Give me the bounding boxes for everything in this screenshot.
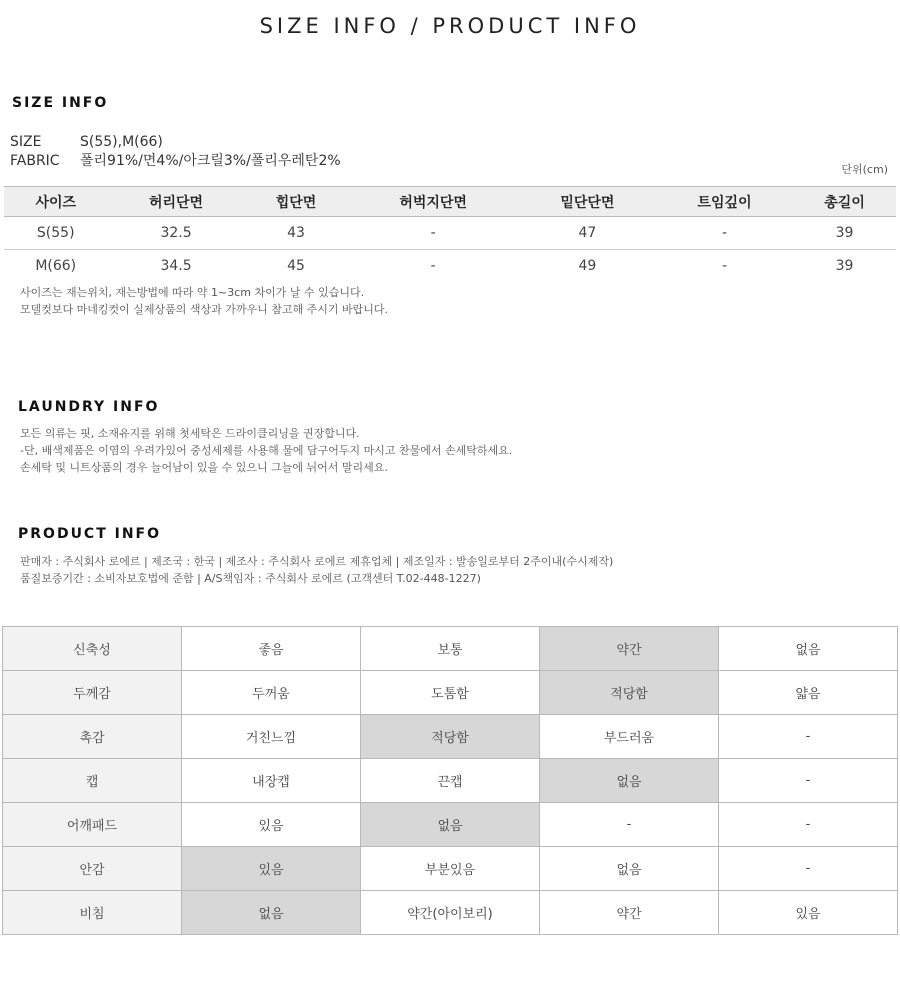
property-option: 약간 [540,627,719,671]
property-option: 거친느낌 [182,715,361,759]
property-label: 신축성 [3,627,182,671]
property-option: 얇음 [719,671,898,715]
column-header: 밑단단면 [519,187,656,217]
size-notes [20,284,388,318]
property-label: 비침 [3,891,182,935]
table-cell: 34.5 [160,258,192,274]
size-label: SIZE [10,134,42,150]
property-option: 부분있음 [361,847,540,891]
page-title: SIZE INFO / PRODUCT INFO [259,14,641,38]
property-option: 있음 [719,891,898,935]
size-table-header [4,187,896,217]
property-option: 없음 [540,759,719,803]
table-cell: 32.5 [107,217,244,250]
property-option: 약간 [540,891,719,935]
table-cell: 45 [287,258,305,274]
table-cell: 49 [578,258,597,274]
column-header: 힙단면 [245,187,348,217]
note-line: 사이즈는 재는위치, 재는방법에 따라 약 1~3cm 차이가 날 수 있습니다. [20,286,365,299]
property-option: - [540,803,719,847]
property-option: 있음 [182,803,361,847]
product-properties-table [2,626,898,935]
property-label: 두께감 [3,671,182,715]
property-option: 없음 [540,847,719,891]
column-header: 총길이 [793,187,896,217]
column-header: 트임깊이 [656,187,793,217]
property-row [3,627,898,671]
property-row [3,803,898,847]
size-value: S(55),M(66) [80,134,163,150]
table-cell: M(66) [35,258,77,274]
property-option: - [719,847,898,891]
laundry-line: -단, 배색제품은 이염의 우려가있어 중성세제를 사용해 물에 담구어두지 마시고 찬물에서 손세탁하세요. [20,444,513,457]
property-label: 어깨패드 [3,803,182,847]
property-option: 두꺼움 [182,671,361,715]
property-option: 내장캡 [182,759,361,803]
property-option: 끈캡 [361,759,540,803]
size-spec-row [10,134,163,150]
property-row [3,847,898,891]
size-info-heading: SIZE INFO [12,95,109,111]
product-info-heading: PRODUCT INFO [18,526,162,542]
table-cell: S(55) [4,217,107,250]
laundry-notes [20,425,512,476]
property-option: - [719,715,898,759]
property-option: 도톰함 [361,671,540,715]
property-option: 적당함 [540,671,719,715]
table-cell: - [347,217,518,250]
unit-label: 단위(cm) [841,163,888,176]
property-option: 좋음 [182,627,361,671]
column-header: 허리단면 [107,187,244,217]
laundry-line: 모든 의류는 핏, 소재유지를 위해 첫세탁은 드라이클리닝을 권장합니다. [20,427,360,440]
property-option: 약간(아이보리) [361,891,540,935]
table-cell: - [430,258,436,274]
property-option: 있음 [182,847,361,891]
note-line: 모델컷보다 마네킹컷이 실제상품의 색상과 가까우니 참고해 주시기 바랍니다. [20,303,389,316]
property-label: 캡 [3,759,182,803]
property-option: 없음 [719,627,898,671]
property-row [3,759,898,803]
property-option: 부드러움 [540,715,719,759]
table-cell: 47 [519,217,656,250]
property-option: 보통 [361,627,540,671]
table-row [4,217,896,250]
property-option: 적당함 [361,715,540,759]
product-notes [20,553,613,587]
property-row [3,891,898,935]
laundry-line: 손세탁 및 니트상품의 경우 늘어남이 있을 수 있으니 그늘에 뉘어서 말리세요. [20,461,388,474]
property-label: 촉감 [3,715,182,759]
fabric-spec-row [10,150,341,170]
product-line: 품질보증기간 : 소비자보호법에 준함 | A/S책임자 : 주식회사 로에르 (고객센터 T.02-448-1227) [20,572,481,585]
property-label: 안감 [3,847,182,891]
table-row [4,250,896,283]
property-option: - [719,803,898,847]
laundry-info-heading: LAUNDRY INFO [18,399,160,415]
property-row [3,715,898,759]
table-cell: 39 [835,258,854,274]
table-cell: 39 [793,217,896,250]
column-header: 사이즈 [4,187,107,217]
size-table [4,186,896,282]
column-header: 허벅지단면 [347,187,518,217]
property-option: - [719,759,898,803]
fabric-label: FABRIC [10,153,60,169]
table-cell: - [722,258,728,274]
property-option: 없음 [182,891,361,935]
fabric-value: 폴리91%/면4%/아크릴3%/폴리우레탄2% [80,153,341,169]
product-line: 판매자 : 주식회사 로에르 | 제조국 : 한국 | 제조사 : 주식회사 로에르 제휴업체 | 제조일자 : 발송일로부터 2주이내(수시제작) [20,555,614,568]
table-cell: - [656,217,793,250]
property-option: 없음 [361,803,540,847]
property-row [3,671,898,715]
table-cell: 43 [245,217,348,250]
